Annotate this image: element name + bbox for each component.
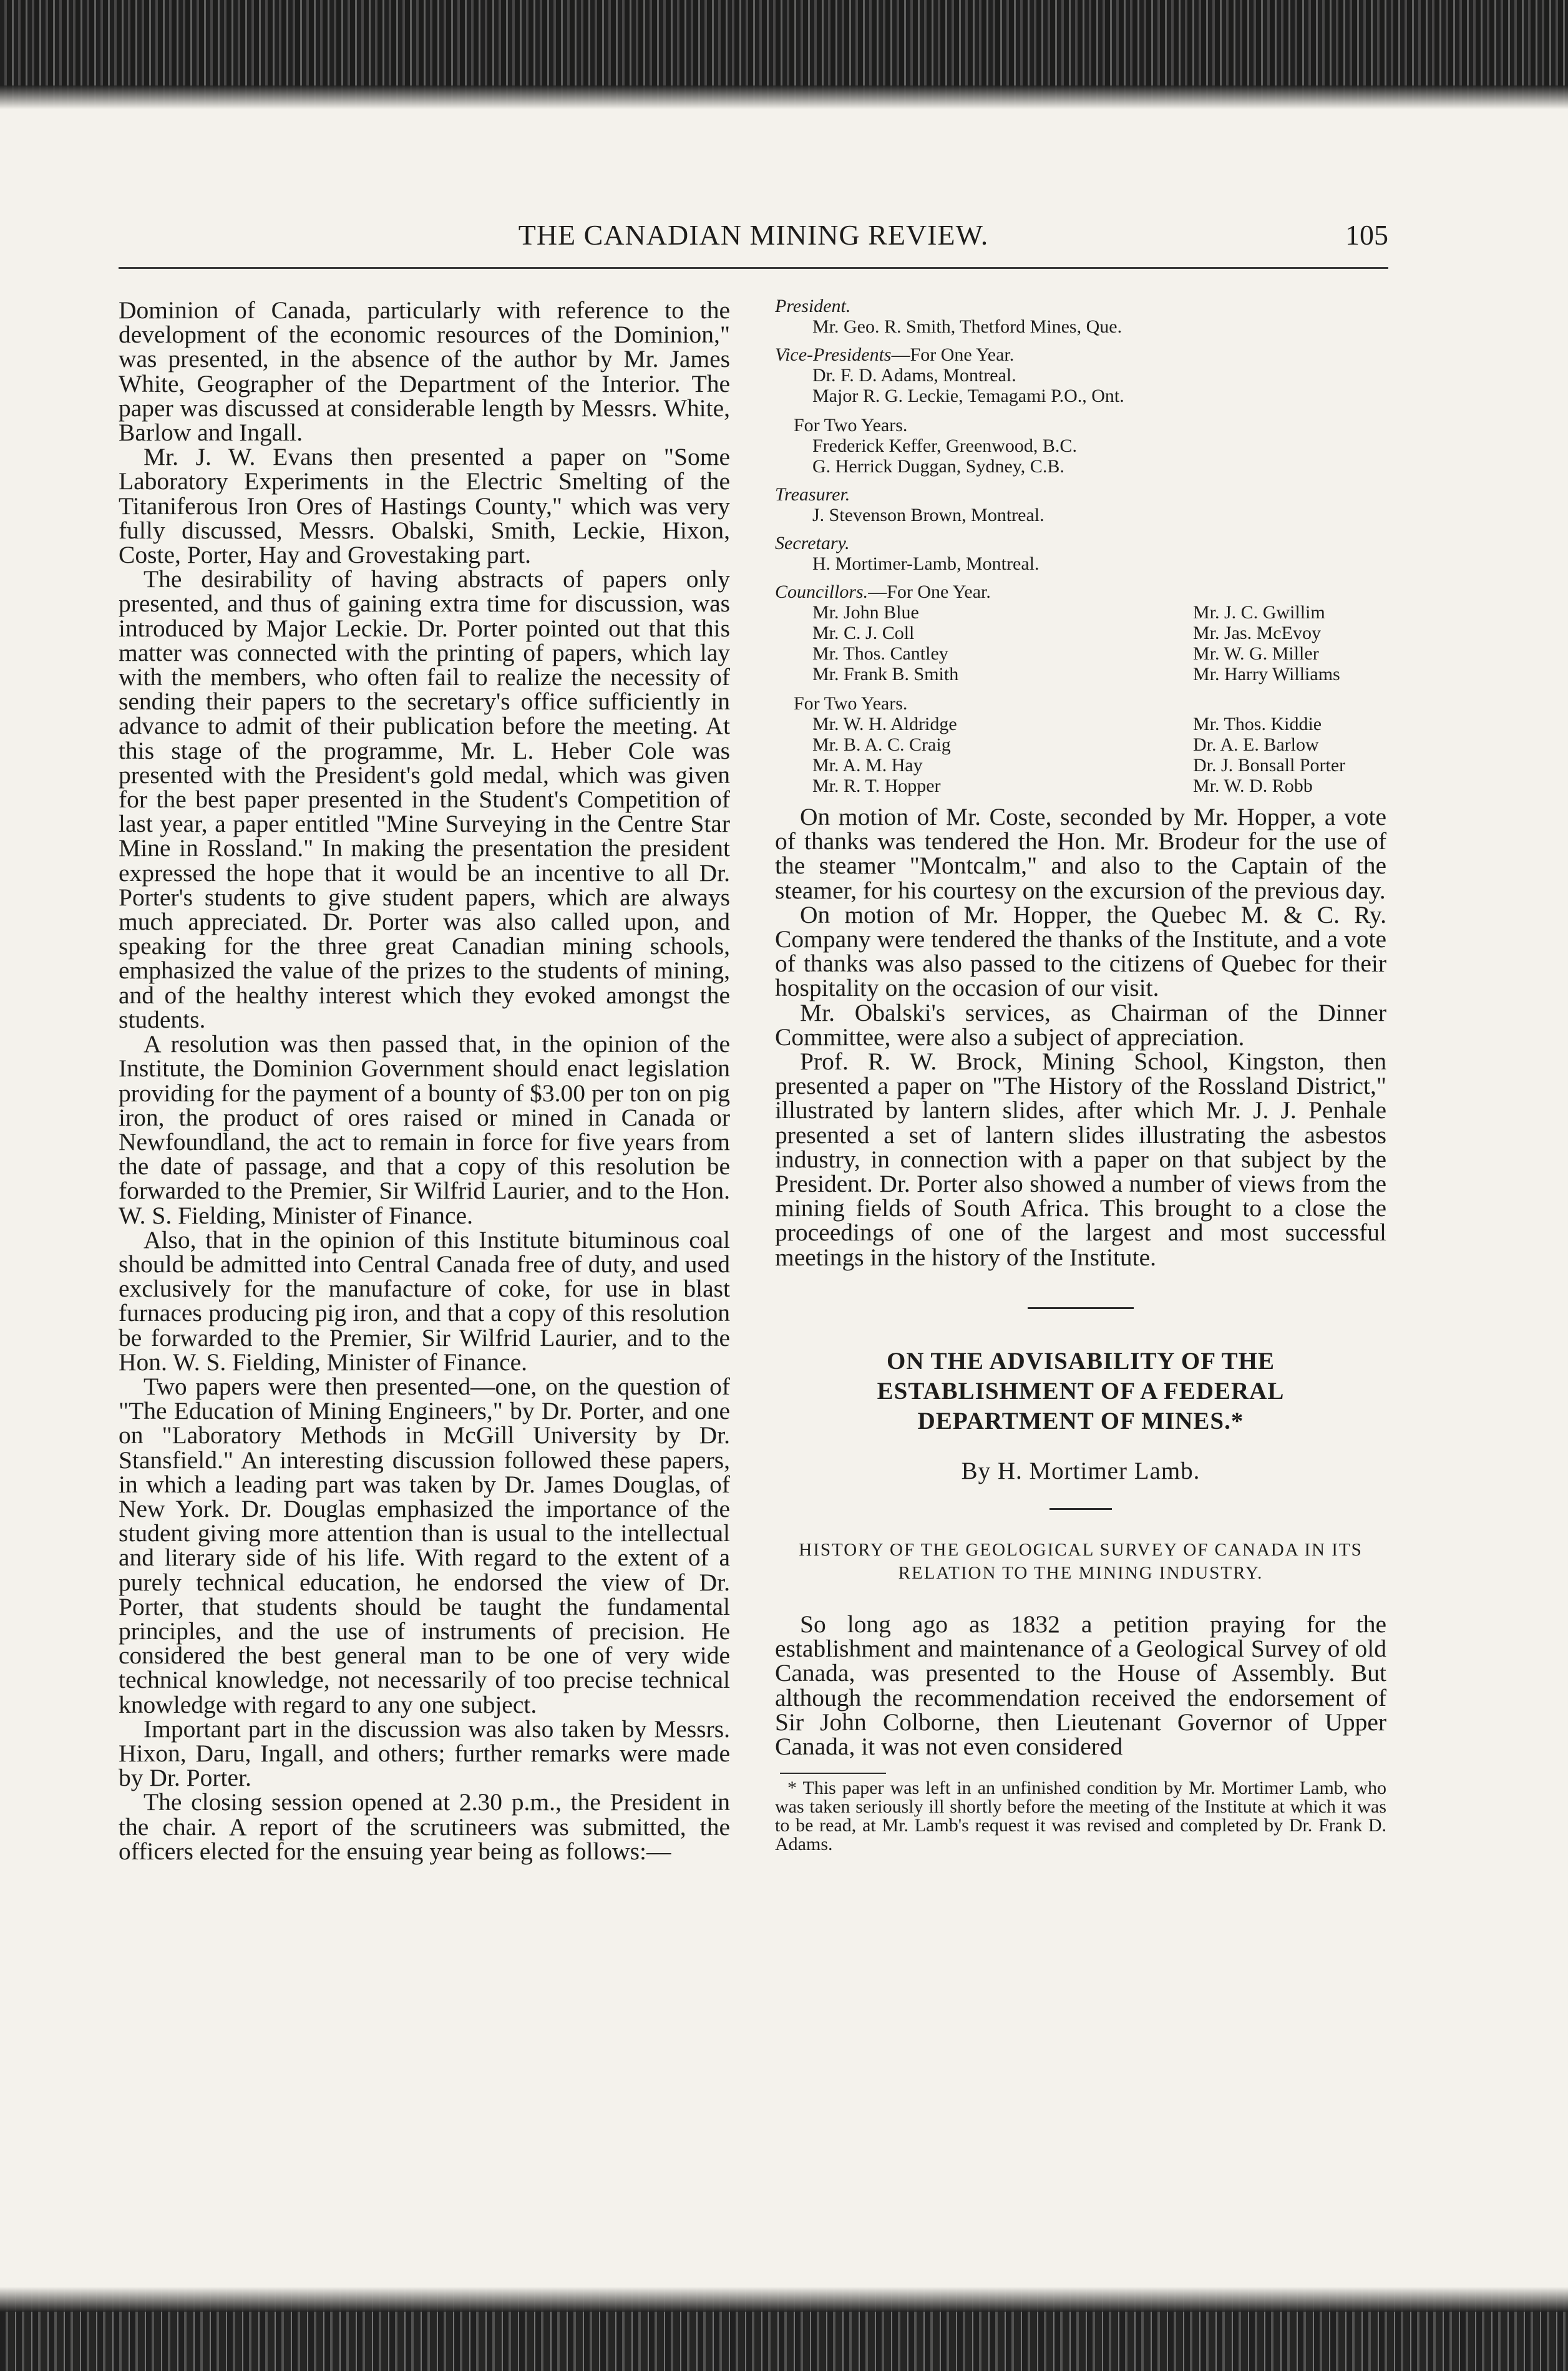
footnote-rule — [780, 1773, 886, 1774]
paragraph: Dominion of Canada, particularly with reference to the development of the economic resources of the Dominion," was presented, in the absence of the author by Mr. James White, Geographer of the Department of the Interior. The paper was discussed at considerable length by Messrs. White, Barlow and Ingall. — [119, 296, 730, 447]
president-name: Mr. Geo. R. Smith, Thetford Mines, Que. — [812, 316, 1122, 337]
officers-list — [775, 296, 1386, 796]
right-column — [775, 298, 1386, 1854]
vice-presidents-label: Vice-Presidents — [775, 344, 892, 365]
officer-name: Frederick Keffer, Greenwood, B.C. — [812, 436, 1077, 456]
councillor-name: Mr. W. H. Aldridge — [812, 714, 957, 734]
paragraph: Important part in the discussion was also taken by Messrs. Hixon, Daru, Ingall, and others; further remarks were made by Dr. Porter. — [119, 1715, 730, 1792]
councillors-one-year-label: —For One Year. — [868, 582, 991, 602]
councillors-two-years-grid — [775, 714, 1386, 796]
page-number: 105 — [1345, 219, 1388, 251]
footnote: * This paper was left in an unfinished condition by Mr. Mortimer Lamb, who was taken seriously ill shortly before the meeting of the Institute at which it was to be read, at Mr. Lamb's request it was revised and completed by Dr. Frank D. Adams. — [775, 1778, 1386, 1855]
councillors-one-year-grid — [775, 602, 1386, 684]
vice-presidents-heading — [775, 344, 1386, 365]
councillors-heading — [775, 582, 1386, 602]
article-title: ON THE ADVISABILITY OF THE ESTABLISHMENT OF A FEDERAL DEPARTMENT OF MINES.* — [877, 1347, 1285, 1434]
councillor-name: Mr. W. G. Miller — [1193, 643, 1319, 664]
section-separator — [1028, 1307, 1134, 1309]
councillors-label: Councillors. — [775, 582, 869, 602]
councillor-name: Mr. R. T. Hopper — [812, 776, 941, 796]
paragraph: On motion of Mr. Coste, seconded by Mr. Hopper, a vote of thanks was tendered the Hon. Mr. Brodeur for the use of the steamer "Montcalm," and also to the Captain of the steamer, for his courtesy on the excursion of the previous day. — [775, 803, 1386, 904]
left-column — [119, 298, 730, 1864]
paragraph: Also, that in the opinion of this Institute bituminous coal should be admitted into Central Canada free of duty, and used exclusively for the manufacture of coke, for use in blast furnaces producing pig iron, and that a copy of this resolution be forwarded to the Premier, Sir Wilfrid Laurier, and to the Hon. W. S. Fielding, Minister of Finance. — [119, 1225, 730, 1376]
paragraph: So long ago as 1832 a petition praying for the establishment and maintenance of a Geological Survey of old Canada, was presented to the House of Assembly. But although the recommendation received the endorsement of Sir John Colborne, then Lieutenant Governor of Upper Canada, it was not even considered — [775, 1610, 1386, 1761]
paragraph: Prof. R. W. Brock, Mining School, Kingston, then presented a paper on "The History of the Rossland District," illustrated by lantern slides, after which Mr. J. J. Penhale presented a set of lantern slides illustrating the asbestos industry, in connection with a paper on that subject by the President. Dr. Porter also showed a number of views from the mining fields of South Africa. This brought to a close the proceedings of one of the largest and most successful meetings in the history of the Institute. — [775, 1048, 1386, 1271]
scan-border-top — [0, 0, 1568, 109]
councillor-name: Mr. John Blue — [812, 602, 919, 623]
paragraph: Mr. J. W. Evans then presented a paper on "Some Laboratory Experiments in the Electric Smelting of the Titaniferous Iron Ores of Hastings County," which was very fully discussed, Messrs. Obalski, Smith, Leckie, Hixon, Coste, Porter, Hay and Grovestaking part. — [119, 443, 730, 569]
vp-two-years-label: For Two Years. — [794, 415, 908, 436]
officer-name: Major R. G. Leckie, Temagami P.O., Ont. — [812, 386, 1124, 406]
paragraph: The closing session opened at 2.30 p.m., the President in the chair. A report of the scrutineers was submitted, the officers elected for the ensuing year being as follows:— — [119, 1788, 730, 1865]
paragraph: Mr. Obalski's services, as Chairman of the Dinner Committee, were also a subject of appreciation. — [775, 998, 1386, 1051]
secretary-label: Secretary. — [775, 533, 850, 553]
councillor-name: Mr. Thos. Cantley — [812, 643, 948, 664]
councillors-two-years-label: For Two Years. — [794, 693, 908, 714]
councillor-name: Mr. Frank B. Smith — [812, 664, 959, 684]
vp-one-year-label: —For One Year. — [891, 344, 1015, 365]
running-head — [119, 218, 1388, 262]
councillor-name: Mr. Jas. McEvoy — [1193, 623, 1321, 643]
president-label: President. — [775, 296, 851, 316]
councillor-name: Mr. J. C. Gwillim — [1193, 602, 1325, 623]
treasurer-label: Treasurer. — [775, 484, 850, 505]
councillor-name: Mr. C. J. Coll — [812, 623, 915, 643]
officer-name: Dr. F. D. Adams, Montreal. — [812, 365, 1016, 386]
header-rule — [119, 267, 1388, 269]
paragraph: Two papers were then presented—one, on the question of "The Education of Mining Engineers," by Dr. Porter, and one on "Laboratory Methods in McGill University by Dr. Stansfield." An interesting discussion followed these papers, in which a leading part was taken by Dr. James Douglas, of New York. Dr. Douglas emphasized the importance of the student giving more attention than is usual to the intellectual and literary side of his life. With regard to the extent of a purely technical education, he endorsed the view of Dr. Porter, that students should be taught the fundamental principles, and the use of instruments of precision. He considered the best general man to be one of very wide technical knowledge, not necessarily of too precise technical knowledge with regard to any one subject. — [119, 1372, 730, 1718]
scan-border-bottom — [0, 2287, 1568, 2371]
secretary-name: H. Mortimer-Lamb, Montreal. — [812, 553, 1040, 574]
councillor-name: Mr. B. A. C. Craig — [812, 734, 951, 755]
councillor-name: Mr. W. D. Robb — [1193, 776, 1313, 796]
paragraph: The desirability of having abstracts of papers only presented, and thus of gaining extra time for discussion, was introduced by Major Leckie. Dr. Porter pointed out that this matter was connected with the printing of papers, which lay with the members, who often fail to realize the necessity of sending their papers to the secretary's office sufficiently in advance to admit of their publication before the meeting. At this stage of the programme, Mr. L. Heber Cole was presented with the President's gold medal, which was given for the best paper presented in the Student's Competition of last year, a paper entitled "Mine Surveying in the Centre Star Mine in Rossland." In making the presentation the president expressed the hope that it would be an incentive to all Dr. Porter's students to give student papers, which are always much appreciated. Dr. Porter was also called upon, and speaking for the three great Canadian mining schools, emphasized the value of the prizes to the students of mining, and of the healthy interest which they evoked amongst the students. — [119, 565, 730, 1033]
running-title: THE CANADIAN MINING REVIEW. — [518, 219, 989, 251]
councillor-name: Mr. Thos. Kiddie — [1193, 714, 1322, 734]
councillor-name: Dr. J. Bonsall Porter — [1193, 755, 1346, 776]
byline-rule — [1049, 1508, 1112, 1510]
paragraph: A resolution was then passed that, in the opinion of the Institute, the Dominion Government should enact legislation providing for the payment of a bounty of $3.00 per ton on pig iron, the product of ores raised or mined in Canada or Newfoundland, the act to remain in force for five years from the date of passage, and that a copy of this resolution be forwarded to the Premier, Sir Wilfrid Laurier, and to the Hon. W. S. Fielding, Minister of Finance. — [119, 1030, 730, 1229]
treasurer-name: J. Stevenson Brown, Montreal. — [812, 505, 1045, 525]
councillor-name: Mr. A. M. Hay — [812, 755, 923, 776]
article-byline: By H. Mortimer Lamb. — [961, 1457, 1200, 1484]
section-heading: HISTORY OF THE GEOLOGICAL SURVEY OF CANADA IN ITS RELATION TO THE MINING INDUSTRY. — [799, 1540, 1363, 1584]
councillor-name: Mr. Harry Williams — [1193, 664, 1340, 684]
councillor-name: Dr. A. E. Barlow — [1193, 734, 1319, 755]
officer-name: G. Herrick Duggan, Sydney, C.B. — [812, 456, 1064, 477]
paragraph: On motion of Mr. Hopper, the Quebec M. & C. Ry. Company were tendered the thanks of the Institute, and a vote of thanks was also passed to the citizens of Quebec for their hospitality on the occasion of our visit. — [775, 900, 1386, 1002]
